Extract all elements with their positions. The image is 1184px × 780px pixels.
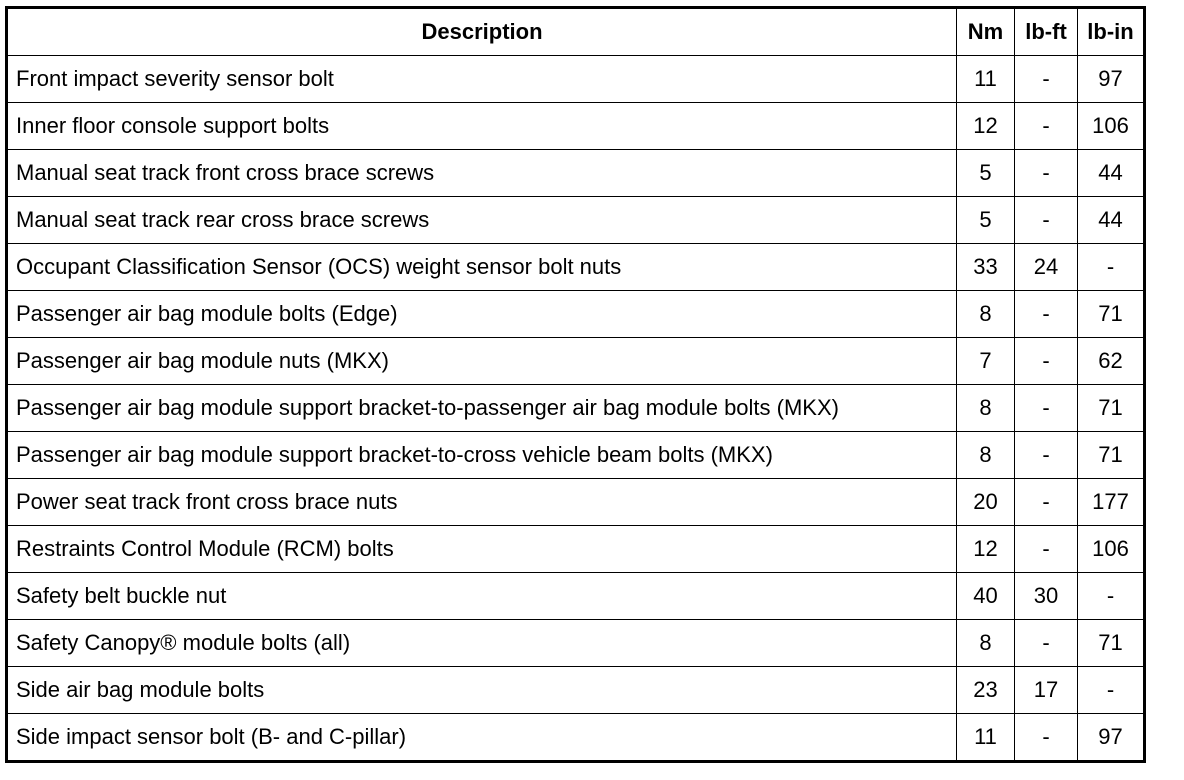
cell-nm: 7 [957,338,1015,385]
cell-description: Passenger air bag module nuts (MKX) [7,338,957,385]
cell-description: Side air bag module bolts [7,667,957,714]
cell-lb-ft: - [1015,714,1078,762]
cell-description: Occupant Classification Sensor (OCS) weight sensor bolt nuts [7,244,957,291]
cell-lb-in: 71 [1078,291,1145,338]
table-row [7,385,1145,432]
cell-lb-in: 97 [1078,714,1145,762]
header-lb-ft: lb-ft [1015,8,1078,56]
cell-lb-ft: - [1015,103,1078,150]
cell-lb-in: 97 [1078,56,1145,103]
cell-lb-ft: - [1015,197,1078,244]
table-row [7,714,1145,762]
cell-nm: 5 [957,150,1015,197]
table-row [7,667,1145,714]
cell-lb-in: 44 [1078,150,1145,197]
cell-lb-in: 71 [1078,620,1145,667]
cell-nm: 23 [957,667,1015,714]
cell-description: Front impact severity sensor bolt [7,56,957,103]
cell-lb-in: 71 [1078,432,1145,479]
header-description: Description [7,8,957,56]
table-row [7,620,1145,667]
cell-lb-in: 106 [1078,103,1145,150]
cell-nm: 33 [957,244,1015,291]
cell-lb-in: - [1078,244,1145,291]
cell-description: Passenger air bag module support bracket-to-passenger air bag module bolts (MKX) [7,385,957,432]
table-row [7,338,1145,385]
cell-lb-ft: - [1015,526,1078,573]
cell-nm: 11 [957,714,1015,762]
cell-nm: 12 [957,526,1015,573]
cell-description: Restraints Control Module (RCM) bolts [7,526,957,573]
cell-lb-in: 106 [1078,526,1145,573]
cell-nm: 40 [957,573,1015,620]
cell-lb-ft: 30 [1015,573,1078,620]
cell-nm: 11 [957,56,1015,103]
table-row [7,479,1145,526]
cell-nm: 20 [957,479,1015,526]
cell-lb-ft: - [1015,150,1078,197]
cell-lb-in: 177 [1078,479,1145,526]
table-row [7,291,1145,338]
cell-description: Side impact sensor bolt (B- and C-pillar) [7,714,957,762]
cell-lb-in: - [1078,667,1145,714]
cell-description: Passenger air bag module support bracket-to-cross vehicle beam bolts (MKX) [7,432,957,479]
cell-description: Manual seat track rear cross brace screws [7,197,957,244]
cell-lb-in: 62 [1078,338,1145,385]
cell-lb-ft: - [1015,620,1078,667]
table-row [7,526,1145,573]
table-row [7,103,1145,150]
cell-description: Safety belt buckle nut [7,573,957,620]
cell-description: Passenger air bag module bolts (Edge) [7,291,957,338]
cell-lb-ft: 17 [1015,667,1078,714]
cell-nm: 8 [957,620,1015,667]
cell-description: Inner floor console support bolts [7,103,957,150]
cell-lb-in: 44 [1078,197,1145,244]
table-row [7,244,1145,291]
cell-lb-in: 71 [1078,385,1145,432]
cell-nm: 5 [957,197,1015,244]
table-row [7,56,1145,103]
cell-lb-ft: 24 [1015,244,1078,291]
cell-description: Manual seat track front cross brace screws [7,150,957,197]
torque-spec-table [5,6,1146,763]
header-row [7,8,1145,56]
cell-lb-ft: - [1015,56,1078,103]
table-row [7,432,1145,479]
cell-lb-ft: - [1015,432,1078,479]
cell-description: Power seat track front cross brace nuts [7,479,957,526]
cell-lb-ft: - [1015,385,1078,432]
table-body [7,56,1145,762]
cell-lb-ft: - [1015,291,1078,338]
cell-nm: 8 [957,291,1015,338]
table-row [7,150,1145,197]
cell-nm: 8 [957,432,1015,479]
table-header [7,8,1145,56]
cell-lb-ft: - [1015,338,1078,385]
table-row [7,197,1145,244]
cell-lb-in: - [1078,573,1145,620]
cell-nm: 12 [957,103,1015,150]
header-lb-in: lb-in [1078,8,1145,56]
header-nm: Nm [957,8,1015,56]
cell-nm: 8 [957,385,1015,432]
cell-description: Safety Canopy® module bolts (all) [7,620,957,667]
table-row [7,573,1145,620]
cell-lb-ft: - [1015,479,1078,526]
